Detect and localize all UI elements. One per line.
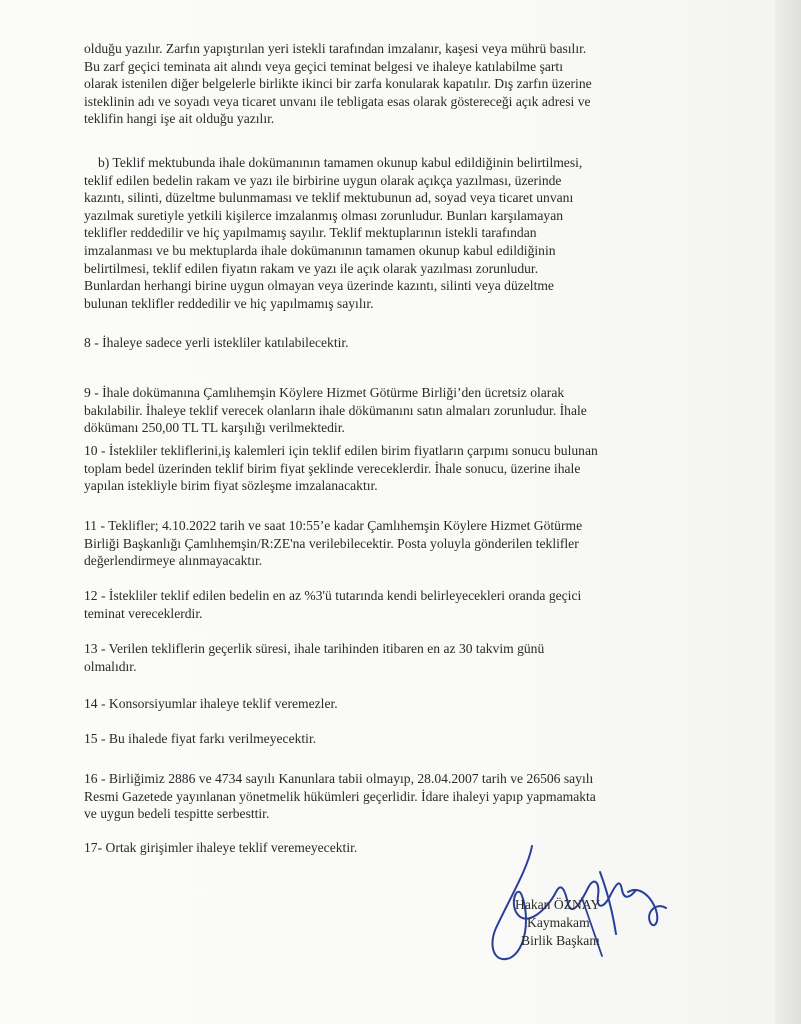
text-line: isteklinin adı ve soyadı veya ticaret unvanı ile tebligata esas olarak göstereceği açık adresi ve [84,93,591,109]
text-line: ve uygun bedeli tespitte serbesttir. [84,806,270,822]
text-line: 12 - İstekliler teklif edilen bedelin en az %3'ü tutarında kendi belirleyecekleri oranda geçici [84,588,582,603]
intro-paragraph [84,40,592,128]
text-line: teklifin hangi işe ait olduğu yazılır. [84,111,275,127]
text-line: teklifler reddedilir ve hiç yapılmamış sayılır. Teklif mektuplarının istekli tarafından [84,225,537,241]
text-line: 9 - İhale dokümanına Çamlıhemşin Köylere Hizmet Götürme Birliği’den ücretsiz olarak [84,385,565,400]
text-line: Bu zarf geçici teminata ait alındı veya geçici teminat belgesi ve ihaleye katılabilme şartı [84,58,563,74]
text-line: olarak istenilen diğer belgelerle birlikte ikinci bir zarfa konularak kapatılır. Dış zarfın üzerine [84,76,592,92]
signatory-name: Hakan ÖZNAY [515,897,601,912]
text-line: Bunlardan herhangi birine uygun olmayan veya üzerinde kazıntı, silinti veya düzeltme [84,278,554,294]
item-14 [84,695,338,713]
item-15 [84,730,316,748]
item-17 [84,839,357,857]
text-line: 14 - Konsorsiyumlar ihaleye teklif veremezler. [84,696,338,711]
text-line: dökümanı 250,00 TL TL karşılığı verilmektedir. [84,420,345,436]
text-line: 17- Ortak girişimler ihaleye teklif veremeyecektir. [84,840,358,855]
text-line: değerlendirmeye alınmayacaktır. [84,553,263,569]
text-line: olduğu yazılır. Zarfın yapıştırılan yeri istekli tarafından imzalanır, kaşesi veya mührü basılır. [84,41,587,56]
text-line: kazıntı, silinti, düzeltme bulunmaması ve teklif mektubunun ad, soyad veya ticaret unvanı [84,190,574,206]
text-line: toplam bedel üzerinden teklif birim fiyat şeklinde vereceklerdir. İhale sonucu, üzerine ihale [84,460,581,476]
text-line: 16 - Birliğimiz 2886 ve 4734 sayılı Kanunlara tabii olmayıp, 28.04.2007 tarih ve 26506 sayılı [84,771,594,786]
text-line: bulunan teklifler reddedilir ve hiç yapılmamış sayılır. [84,295,374,311]
text-line: 10 - İstekliler tekliflerini,iş kalemleri için teklif edilen birim fiyatların çarpımı sonucu bulunan [84,443,598,458]
signatory-organization: Birlik Başkanı [521,933,600,948]
signatory-title: Kaymakam [527,915,590,930]
text-line: 15 - Bu ihalede fiyat farkı verilmeyecektir. [84,731,317,746]
page-edge-shadow [775,0,801,1024]
item-8 [84,334,349,352]
item-9 [84,384,587,437]
item-10 [84,442,598,495]
text-line: 13 - Verilen tekliflerin geçerlik süresi, ihale tarihinden itibaren en az 30 takvim günü [84,641,545,656]
text-line: bakılabilir. İhaleye teklif verecek olanların ihale dökümanını satın almaları zorunludur. İhale [84,402,587,418]
text-line: yapılan istekliyle birim fiyat sözleşme imzalanacaktır. [84,478,378,494]
paragraph-b [84,154,582,312]
text-line: Birliği Başkanlığı Çamlıhemşin/R:ZE'na verilebilecektir. Posta yoluyla gönderilen teklifler [84,535,579,551]
text-line: 8 - İhaleye sadece yerli istekliler katılabilecektir. [84,335,349,350]
item-16 [84,770,596,823]
text-line: olmalıdır. [84,658,137,674]
text-line: imzalanması ve bu mektuplarda ihale dokümanının tamamen okunup kabul edildiğinin [84,242,556,258]
text-line: b) Teklif mektubunda ihale dokümanının tamamen okunup kabul edildiğinin belirtilmesi, [98,155,583,170]
text-line: teklif edilen bedelin rakam ve yazı ile birbirine uygun olarak açıkça yazılması, üzerinde [84,172,562,188]
text-line: belirtilmesi, teklif edilen fiyatın rakam ve yazı ile açık olarak yazılması zorunludur. [84,260,539,276]
text-line: yazılmak suretiyle yetkili kişilerce imzalanmış olması zorunludur. Bunları karşılamayan [84,207,564,223]
item-12 [84,587,581,622]
item-13 [84,640,544,675]
item-11 [84,517,582,570]
text-line: teminat vereceklerdir. [84,605,203,621]
text-line: Resmi Gazetede yayınlanan yönetmelik hükümleri geçerlidir. İdare ihaleyi yapıp yapmamakta [84,788,596,804]
text-line: 11 - Teklifler; 4.10.2022 tarih ve saat 10:55’e kadar Çamlıhemşin Köylere Hizmet Götürme [84,518,583,533]
